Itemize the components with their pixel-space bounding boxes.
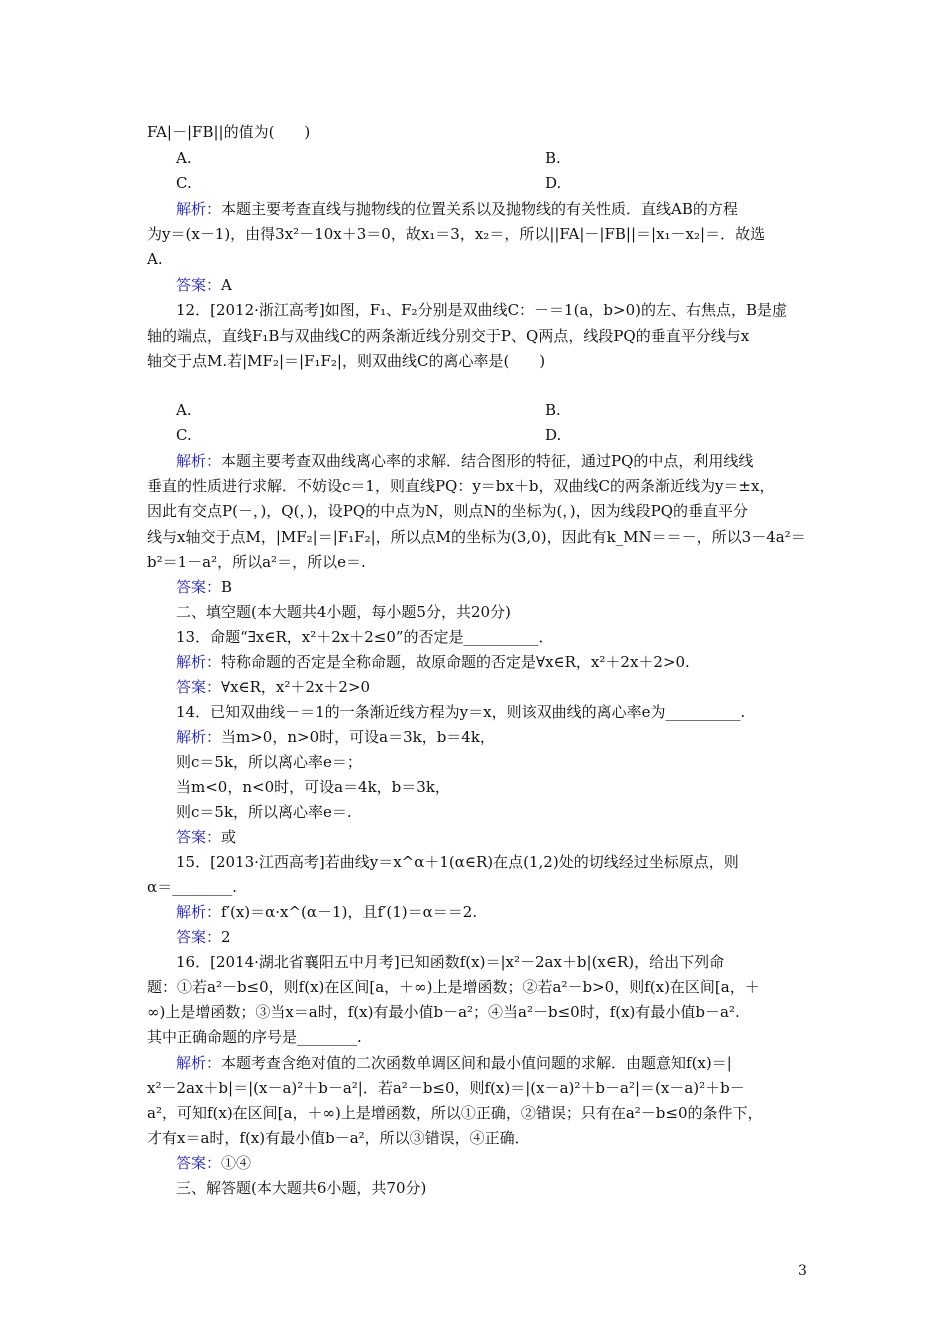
text-line xyxy=(147,351,545,371)
text-line xyxy=(176,902,477,922)
line-text: 则c＝5k，所以离心率e＝； xyxy=(176,753,362,771)
line-text: 线与x轴交于点M，|MF₂|＝|F₁F₂|，所以点M的坐标为(3,0)，因此有k_MN＝＝－，所以3－4a²＝ xyxy=(147,528,806,546)
line-text: B. xyxy=(545,401,561,419)
line-text: 垂直的性质进行求解．不妨设c＝1，则直线PQ：y＝bx＋b，双曲线C的两条渐近线为y＝±x， xyxy=(147,477,775,495)
line-text: FA|－|FB||的值为( ) xyxy=(147,123,311,141)
text-line xyxy=(176,802,352,822)
text-line xyxy=(176,199,738,219)
line-text: 因此有交点P(－，)，Q(，)，设PQ的中点为N，则点N的坐标为(，)，因为线段PQ的垂直平分 xyxy=(147,502,749,520)
line-text: 当m<0，n<0时，可设a＝4k，b＝3k， xyxy=(176,778,450,796)
section-label: 解析： xyxy=(176,728,222,746)
text-line xyxy=(176,727,495,747)
text-line xyxy=(176,577,232,597)
text-line xyxy=(176,300,787,320)
section-label: 答案： xyxy=(176,578,222,596)
line-text: ∞)上是增函数；③当x＝a时，f(x)有最小值b－a²；④当a²－b≤0时，f(x)有最小值b－a². xyxy=(147,1003,740,1021)
text-line xyxy=(545,173,561,193)
section-label: 答案： xyxy=(176,276,222,294)
text-line xyxy=(176,702,745,722)
section-label: 解析： xyxy=(176,653,222,671)
line-text: D. xyxy=(545,174,562,192)
line-text: ∀x∈R，x²＋2x＋2>0 xyxy=(221,678,371,696)
line-text: ①④ xyxy=(221,1154,252,1172)
line-text: D. xyxy=(545,426,562,444)
section-label: 解析： xyxy=(176,903,222,921)
text-line xyxy=(176,852,739,872)
line-text: b²＝1－a²，所以a²＝，所以e＝. xyxy=(147,553,366,571)
text-line xyxy=(176,400,192,420)
line-text: A. xyxy=(147,250,163,268)
text-line xyxy=(176,677,370,697)
text-line xyxy=(147,326,749,346)
line-text: A. xyxy=(176,149,192,167)
line-text: 当m>0，n>0时，可设a＝3k，b＝4k， xyxy=(221,728,495,746)
section-label: 答案： xyxy=(176,828,222,846)
text-line xyxy=(176,275,232,295)
line-text: 轴的端点，直线F₁B与双曲线C的两条渐近线分别交于P、Q两点，线段PQ的垂直平分线与x xyxy=(147,327,750,345)
line-text: 本题主要考查直线与抛物线的位置关系以及抛物线的有关性质．直线AB的方程 xyxy=(221,200,738,218)
text-line xyxy=(176,827,236,847)
text-line xyxy=(176,752,362,772)
line-text: A. xyxy=(176,401,192,419)
text-line xyxy=(147,527,806,547)
line-text: 13．命题“∃x∈R，x²＋2x＋2≤0”的否定是__________． xyxy=(176,628,554,646)
line-text: a²，可知f(x)在区间[a，＋∞)上是增函数，所以①正确，②错误；只有在a²－b≤0的条件下， xyxy=(147,1104,763,1122)
page-number: 3 xyxy=(798,1263,807,1279)
text-line xyxy=(176,777,450,797)
line-text: 轴交于点M.若|MF₂|＝|F₁F₂|，则双曲线C的离心率是( ) xyxy=(147,352,546,370)
text-line xyxy=(176,627,554,647)
line-text: 2 xyxy=(221,928,231,946)
line-text: A xyxy=(221,276,232,294)
section-label: 答案： xyxy=(176,928,222,946)
text-line xyxy=(176,1053,732,1073)
text-line xyxy=(147,977,760,997)
line-text: 14．已知双曲线－＝1的一条渐近线方程为y＝x，则该双曲线的离心率e为__________. xyxy=(176,703,746,721)
text-line xyxy=(147,249,163,269)
line-text: B. xyxy=(545,149,561,167)
text-line xyxy=(147,501,748,521)
line-text: f′(x)＝α·x^(α－1)，且f′(1)＝α＝＝2. xyxy=(221,903,478,921)
line-text: C. xyxy=(176,174,192,192)
line-text: 或 xyxy=(221,828,237,846)
line-text: α＝________. xyxy=(147,878,237,896)
text-line xyxy=(147,877,237,897)
text-line xyxy=(147,1103,763,1123)
text-line xyxy=(545,425,561,445)
line-text: 才有x＝a时，f(x)有最小值b－a²，所以③错误，④正确． xyxy=(147,1129,530,1147)
line-text: x²－2ax＋b|＝|(x－a)²＋b－a²|．若a²－b≤0，则f(x)＝|(x－a)²＋b－a²|＝(x－a)²＋b－ xyxy=(147,1079,745,1097)
text-line xyxy=(176,148,192,168)
text-line xyxy=(176,1178,426,1198)
line-text: 特称命题的否定是全称命题，故原命题的否定是∀x∈R，x²＋2x＋2>0. xyxy=(221,653,690,671)
text-line xyxy=(147,1078,745,1098)
text-line xyxy=(176,652,690,672)
line-text: 16．[2014·湖北省襄阳五中月考]已知函数f(x)＝|x²－2ax＋b|(x∈R)，给出下列命 xyxy=(176,953,725,971)
line-text: C. xyxy=(176,426,192,444)
text-line xyxy=(147,1128,530,1148)
text-line xyxy=(176,602,511,622)
line-text: 二、填空题(本大题共4小题，每小题5分，共20分) xyxy=(176,603,511,621)
line-text: 则c＝5k，所以离心率e＝. xyxy=(176,803,352,821)
text-line xyxy=(545,148,561,168)
text-line xyxy=(176,1153,251,1173)
text-line xyxy=(176,425,192,445)
line-text: 其中正确命题的序号是________. xyxy=(147,1028,362,1046)
text-line xyxy=(176,952,724,972)
line-text: B xyxy=(221,578,233,596)
section-label: 解析： xyxy=(176,1054,222,1072)
line-text: 本题主要考查双曲线离心率的求解．结合图形的特征，通过PQ的中点，利用线线 xyxy=(221,452,754,470)
text-line xyxy=(147,476,774,496)
text-line xyxy=(176,451,753,471)
text-line xyxy=(147,122,310,142)
text-line xyxy=(176,927,231,947)
section-label: 答案： xyxy=(176,1154,222,1172)
text-line xyxy=(176,173,192,193)
line-text: 15．[2013·江西高考]若曲线y＝x^α＋1(α∈R)在点(1,2)处的切线经过坐标原点，则 xyxy=(176,853,739,871)
line-text: 三、解答题(本大题共6小题，共70分) xyxy=(176,1179,427,1197)
text-line xyxy=(147,1027,362,1047)
section-label: 答案： xyxy=(176,678,222,696)
line-text: 12．[2012·浙江高考]如图，F₁、F₂分别是双曲线C：－＝1(a，b>0)的左、右焦点，B是虚 xyxy=(176,301,787,319)
text-line xyxy=(147,552,366,572)
section-label: 解析： xyxy=(176,452,222,470)
line-text: 题：①若a²－b≤0，则f(x)在区间[a，＋∞)上是增函数；②若a²－b>0，则f(x)在区间[a，＋ xyxy=(147,978,760,996)
text-line xyxy=(545,400,561,420)
line-text: 本题考查含绝对值的二次函数单调区间和最小值问题的求解．由题意知f(x)＝| xyxy=(221,1054,732,1072)
text-line xyxy=(147,224,765,244)
section-label: 解析： xyxy=(176,200,222,218)
text-line xyxy=(147,1002,740,1022)
line-text: 为y＝(x－1)，由得3x²－10x＋3＝0，故x₁＝3，x₂＝，所以||FA|－|FB||＝|x₁－x₂|＝．故选 xyxy=(147,225,766,243)
